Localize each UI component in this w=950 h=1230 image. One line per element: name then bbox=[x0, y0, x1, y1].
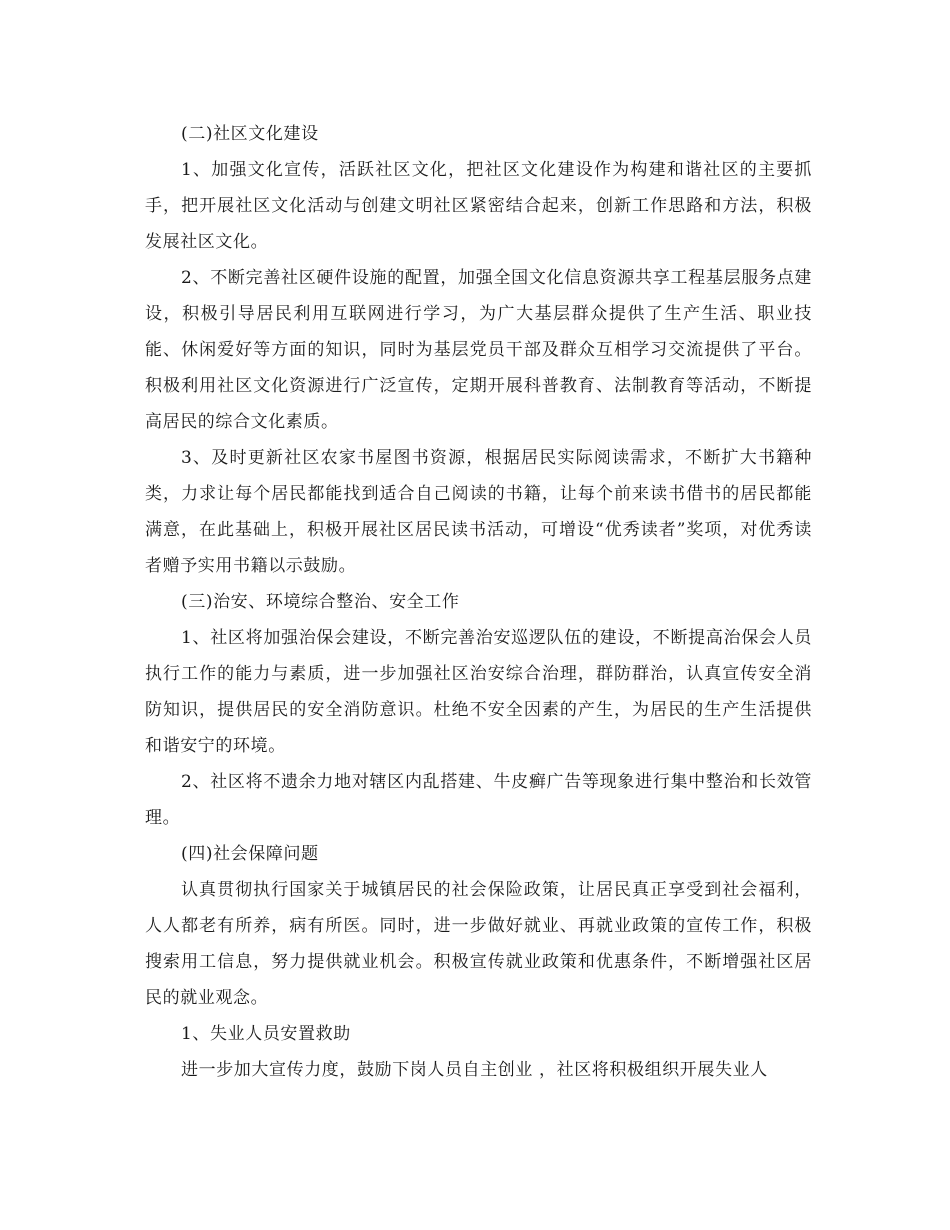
paragraph-security-1: 1、社区将加强治保会建设，不断完善治安巡逻队伍的建设，不断提高治保会人员执行工作的能力与素质，进一步加强社区治安综合治理，群防群治，认真宣传安全消防知识，提供居民的安全消防意识。杜绝不安全因素的产生，为居民的生产生活提供和谐安宁的环境。 bbox=[145, 628, 812, 756]
paragraph-culture-1: 1、加强文化宣传，活跃社区文化，把社区文化建设作为构建和谐社区的主要抓手，把开展社区文化活动与创建文明社区紧密结合起来，创新工作思路和方法，积极发展社区文化。 bbox=[145, 160, 812, 252]
paragraph-culture-3: 3、及时更新社区农家书屋图书资源，根据居民实际阅读需求，不断扩大书籍种类，力求让每个居民都能找到适合自己阅读的书籍，让每个前来读书借书的居民都能满意，在此基础上，积极开展社区居民读书活动，可增设“优秀读者”奖项，对优秀读者赠予实用书籍以示鼓励。 bbox=[145, 448, 812, 576]
paragraph-unemployment-aid: 进一步加大宣传力度，鼓励下岗人员自主创业 ，社区将积极组织开展失业人 bbox=[181, 1060, 768, 1080]
section-heading-community-culture: (二)社区文化建设 bbox=[181, 124, 319, 144]
paragraph-social-security: 认真贯彻执行国家关于城镇居民的社会保险政策，让居民真正享受到社会福利，人人都老有所养，病有所医。同时，进一步做好就业、再就业政策的宣传工作，积极搜索用工信息，努力提供就业机会。积极宣传就业政策和优惠条件，不断增强社区居民的就业观念。 bbox=[145, 880, 812, 1008]
section-heading-public-security: (三)治安、环境综合整治、安全工作 bbox=[181, 592, 460, 612]
section-heading-social-security: (四)社会保障问题 bbox=[181, 844, 319, 864]
paragraph-security-2: 2、社区将不遗余力地对辖区内乱搭建、牛皮癣广告等现象进行集中整治和长效管理。 bbox=[145, 772, 812, 828]
paragraph-culture-2: 2、不断完善社区硬件设施的配置，加强全国文化信息资源共享工程基层服务点建设，积极引导居民利用互联网进行学习，为广大基层群众提供了生产生活、职业技能、休闲爱好等方面的知识，同时为基层党员干部及群众互相学习交流提供了平台。积极利用社区文化资源进行广泛宣传，定期开展科普教育、法制教育等活动，不断提高居民的综合文化素质。 bbox=[145, 268, 812, 432]
subheading-unemployment-aid: 1、失业人员安置救助 bbox=[181, 1024, 351, 1044]
